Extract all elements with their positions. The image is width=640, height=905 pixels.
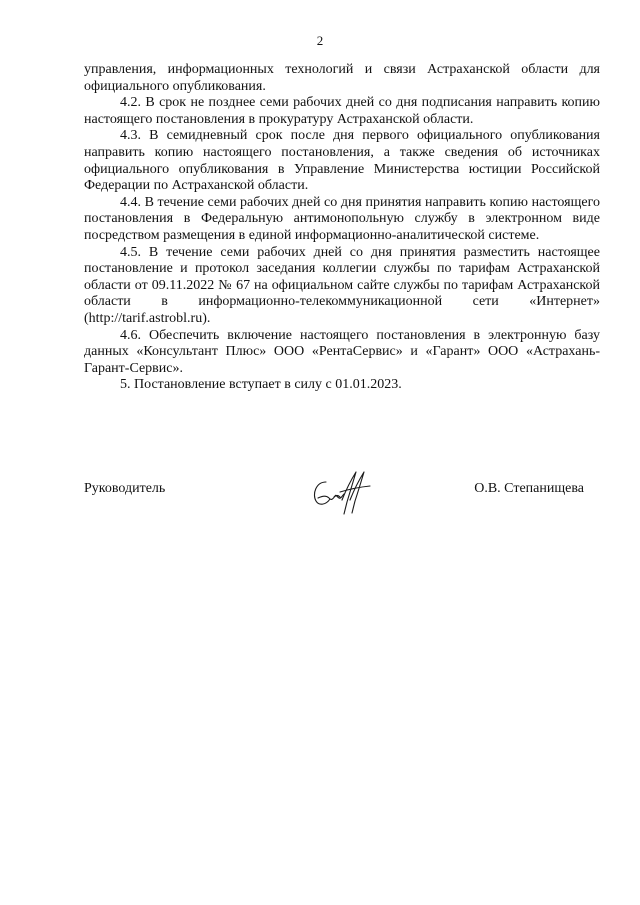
document-body: [84, 62, 600, 394]
paragraph-5: 5. Постановление вступает в силу с 01.01.2023.: [120, 377, 402, 393]
page-number: 2: [316, 33, 324, 48]
handwritten-signature-icon: [306, 468, 378, 516]
paragraph-4-5: 4.5. В течение семи рабочих дней со дня принятия разместить настоящее постановление и протокол заседания коллегии службы по тарифам Астраханской области от 09.11.2022 № 67 на официальном сайте службы по тарифам Астраханской области в информационно-телекоммуникационной сети «Интернет» (http://tarif.astrobl.ru).: [84, 244, 600, 326]
paragraph-4-2: 4.2. В срок не позднее семи рабочих дней со дня подписания направить копию настоящего постановления в прокуратуру Астраханской области.: [84, 95, 600, 127]
paragraph-4-6: 4.6. Обеспечить включение настоящего постановления в электронную базу данных «Консультант Плюс» ООО «РентаСервис» и «Гарант» ООО «Астрахань-Гарант-Сервис».: [84, 327, 600, 376]
signatory-role: Руководитель: [84, 481, 166, 496]
signature-block: [0, 476, 640, 516]
paragraph-4-3: 4.3. В семидневный срок после дня первого официального опубликования направить копию настоящего постановления, а также сведения об источниках официального опубликования в Управление Министерства юстиции Российской Федерации по Астраханской области.: [84, 128, 600, 194]
signatory-name: О.В. Степанищева: [474, 481, 584, 496]
paragraph-4-4: 4.4. В течение семи рабочих дней со дня принятия направить копию настоящего постановления в Федеральную антимонопольную службу в электронном виде посредством размещения в единой информационно-аналитической системе.: [84, 194, 600, 243]
paragraph-4-1-continuation: управления, информационных технологий и связи Астраханской области для официального опубликования.: [84, 62, 600, 94]
